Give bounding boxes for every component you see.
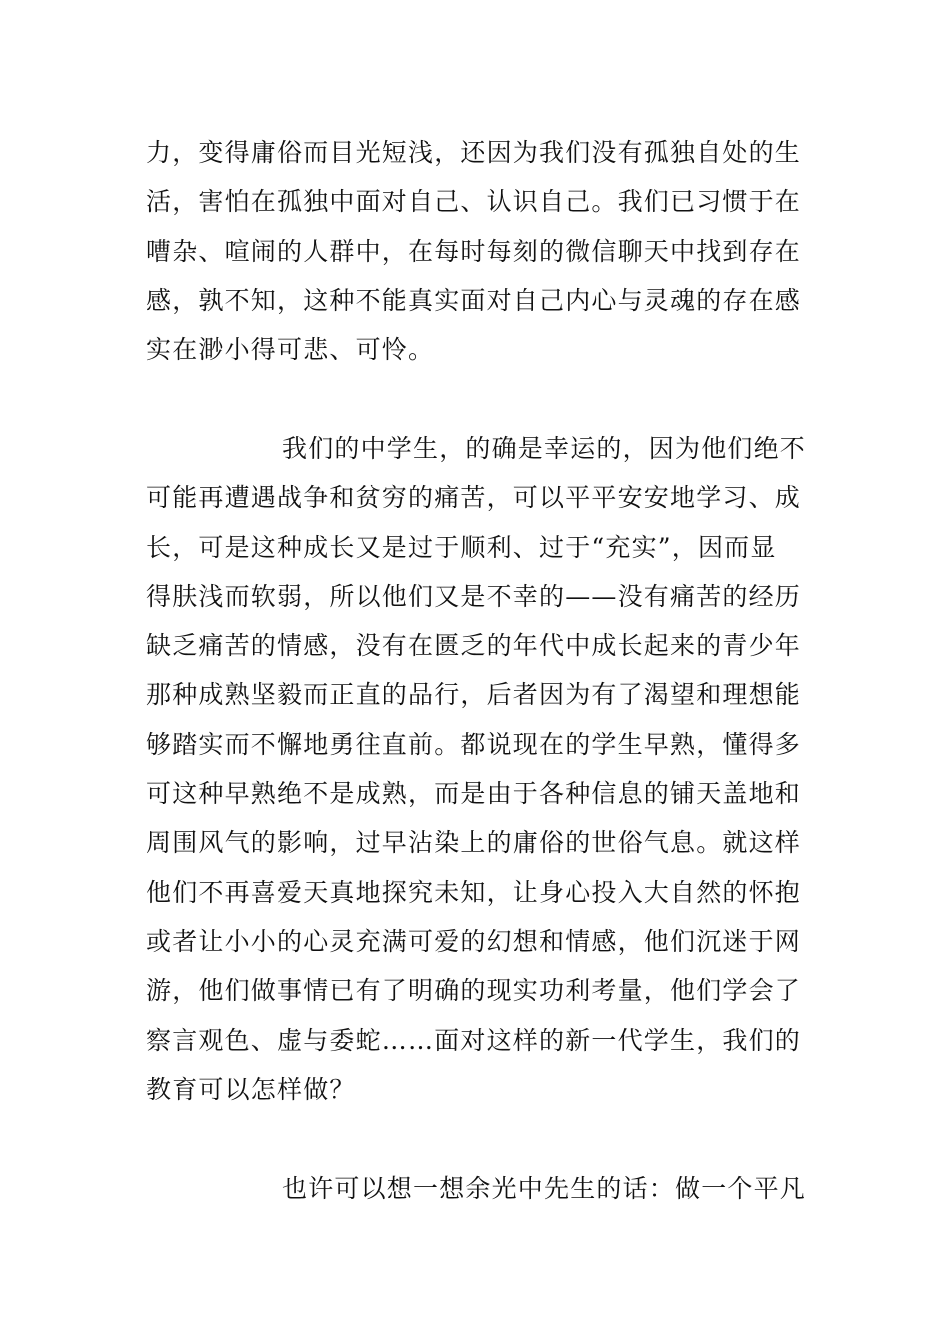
text-line-indented: 也许可以想一想余光中先生的话：做一个平凡 — [282, 1174, 807, 1203]
text-line: 可能再遭遇战争和贫穷的痛苦，可以平平安安地学习、成 — [146, 483, 802, 513]
text-line: 得肤浅而软弱，所以他们又是不幸的——没有痛苦的经历 — [146, 581, 802, 611]
paragraph-yu-guangzhong-quote — [146, 1164, 810, 1213]
text-line: 教育可以怎样做？ — [146, 1074, 356, 1104]
text-line: 力，变得庸俗而目光短浅，还因为我们没有孤独自处的生 — [146, 138, 802, 167]
text-line: 可这种早熟绝不是成熟，而是由于各种信息的铺天盖地和 — [146, 779, 802, 809]
text-line-indented: 我们的中学生，的确是幸运的，因为他们绝不 — [282, 434, 807, 463]
text-line: 那种成熟坚毅而正直的品行，后者因为有了渴望和理想能 — [146, 680, 802, 710]
text-line: 实在渺小得可悲、可怜。 — [146, 335, 435, 365]
text-line: 他们不再喜爱天真地探究未知，让身心投入大自然的怀抱 — [146, 877, 802, 907]
paragraph-continuation — [146, 128, 810, 374]
text-line: 缺乏痛苦的情感，没有在匮乏的年代中成长起来的青少年 — [146, 631, 802, 661]
text-line: 察言观色、虚与委蛇……面对这样的新一代学生，我们的 — [146, 1025, 802, 1055]
text-line: 够踏实而不懈地勇往直前。都说现在的学生早熟，懂得多 — [146, 729, 802, 759]
text-line: 游，他们做事情已有了明确的现实功利考量，他们学会了 — [146, 976, 802, 1006]
text-line: 长，可是这种成长又是过于顺利、过于“充实”，因而显 — [146, 532, 777, 562]
paragraph-middle-school-students — [146, 424, 810, 1114]
text-line: 周围风气的影响，过早沾染上的庸俗的世俗气息。就这样 — [146, 828, 802, 858]
text-line: 嘈杂、喧闹的人群中，在每时每刻的微信聊天中找到存在 — [146, 236, 802, 266]
text-line: 或者让小小的心灵充满可爱的幻想和情感，他们沉迷于网 — [146, 926, 802, 956]
text-line: 活，害怕在孤独中面对自己、认识自己。我们已习惯于在 — [146, 187, 802, 217]
text-line: 感，孰不知，这种不能真实面对自己内心与灵魂的存在感 — [146, 285, 802, 315]
